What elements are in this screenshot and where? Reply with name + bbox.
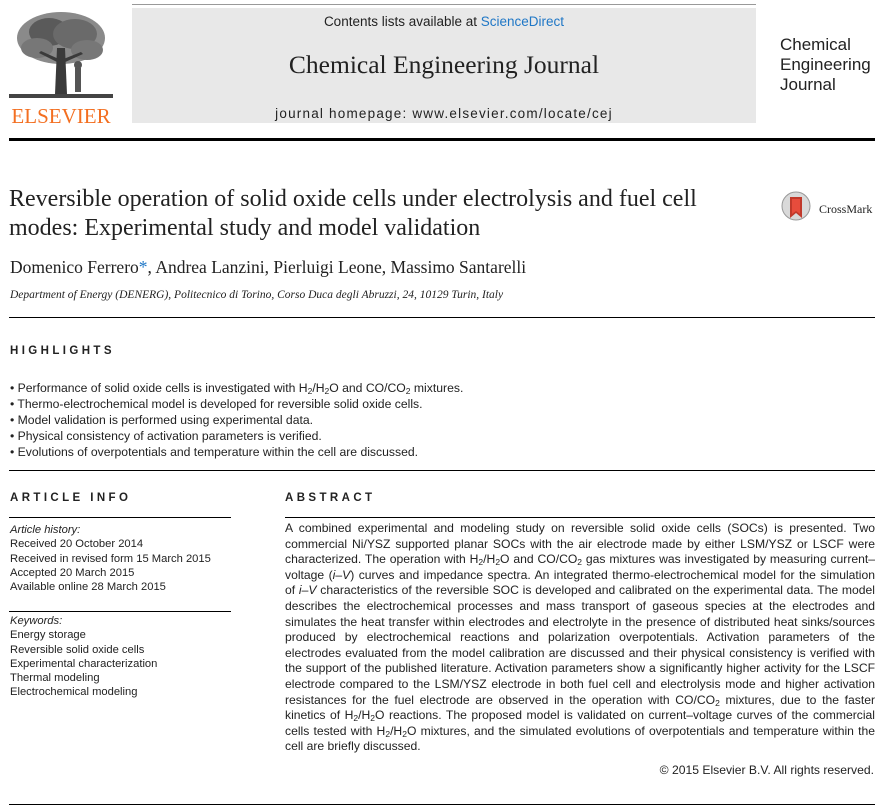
copyright-notice: © 2015 Elsevier B.V. All rights reserved. bbox=[659, 763, 874, 777]
keyword-item[interactable]: Experimental characterization bbox=[10, 657, 158, 670]
history-item: Available online 28 March 2015 bbox=[10, 581, 166, 594]
crossmark-icon[interactable] bbox=[781, 191, 811, 225]
contents-prefix: Contents lists available at bbox=[323, 14, 481, 29]
publisher-name: ELSEVIER bbox=[11, 104, 111, 128]
author-list bbox=[10, 257, 810, 278]
keywords bbox=[10, 614, 157, 700]
cover-title-line: Chemical bbox=[780, 35, 851, 54]
history-item: Accepted 20 March 2015 bbox=[10, 566, 135, 579]
article-title bbox=[9, 185, 769, 243]
highlight-item: • Model validation is performed using experimental data. bbox=[10, 413, 314, 427]
affiliation: Department of Energy (DENERG), Politecnico di Torino, Corso Duca degli Abruzzi, 24, 10129 Turin, Italy bbox=[10, 289, 504, 301]
highlight-item: • Performance of solid oxide cells is investigated with $H_2/H_2O$ and $CO/CO_2$ mixtures. bbox=[10, 381, 464, 396]
title-divider bbox=[9, 317, 875, 318]
keywords-rule bbox=[9, 611, 231, 612]
keyword-item[interactable]: Thermal modeling bbox=[10, 672, 100, 685]
highlights-heading: HIGHLIGHTS bbox=[10, 345, 115, 357]
author-names-rest: , Andrea Lanzini, Pierluigi Leone, Massimo Santarelli bbox=[147, 257, 527, 277]
journal-name: Chemical Engineering Journal bbox=[288, 50, 600, 79]
banner-top-rule bbox=[132, 4, 756, 5]
abstract-rule bbox=[285, 517, 875, 518]
article-info-rule bbox=[9, 517, 231, 518]
cover-title bbox=[780, 35, 880, 95]
tree-emblem-icon bbox=[9, 8, 113, 104]
cover-title-line: Engineering bbox=[780, 55, 871, 74]
highlights-list bbox=[10, 380, 870, 460]
article-history bbox=[10, 523, 211, 594]
bottom-divider bbox=[9, 804, 875, 805]
sciencedirect-link[interactable]: ScienceDirect bbox=[480, 14, 565, 29]
abstract-text: A combined experimental and modeling study on reversible solid oxide cells (SOCs) is presented. Two commercial Ni/YSZ supported planar SOCs with the air electrode made by either LSM/YSZ or LSCF were characterized. The operation with $H_2/H_2O$ and $CO/CO_2$ gas mixtures was investigated by measuring current–voltage (i–V) curves and impedance spectra. An integrated thermo-electrochemical model for the simulation of i–V characteristics of the reversible SOC is developed and calibrated on the experimental data. The model describes the electrochemical processes and mass transport of gaseous species at the electrodes and simulates the heat transfer within electrodes and electrolyte in the presence of distributed heat sinks/sources produced by electrochemical reactions and polarization overpotentials. Activation parameters of the electrodes evaluated from the model calibration are discussed and their physical consistency is verified with the support of the published literature. Activation parameters show a significantly higher activity for the LSCF electrode compared to the LSM/YSZ electrode in both fuel cell and electrolysis mode and higher activation resistances for the fuel electrode are observed in the operation with $CO/CO_2$ mixtures, due to the faster kinetics of $H_2/H_2O$ reactions. The proposed model is validated on current–voltage curves of the commercial cells tested with $H_2/H_2O$ mixtures, and the simulated evolutions of overpotentials and temperature within the cell are briefly discussed. bbox=[285, 521, 876, 754]
history-label: Article history: bbox=[10, 524, 81, 536]
title-line: Reversible operation of solid oxide cells under electrolysis and fuel cell bbox=[9, 186, 697, 212]
corresponding-author-mark[interactable]: * bbox=[138, 257, 148, 277]
highlight-item: • Thermo-electrochemical model is developed for reversible solid oxide cells. bbox=[10, 397, 423, 411]
abstract-heading: ABSTRACT bbox=[285, 492, 376, 504]
history-item: Received in revised form 15 March 2015 bbox=[10, 552, 211, 565]
crossmark-label[interactable]: CrossMark bbox=[819, 202, 873, 216]
header-divider bbox=[9, 138, 875, 141]
keyword-item[interactable]: Electrochemical modeling bbox=[10, 686, 138, 699]
keyword-item[interactable]: Energy storage bbox=[10, 629, 86, 642]
keyword-item[interactable]: Reversible solid oxide cells bbox=[10, 643, 145, 656]
highlight-item: • Physical consistency of activation parameters is verified. bbox=[10, 429, 322, 443]
highlights-divider bbox=[9, 470, 875, 471]
highlight-item: • Evolutions of overpotentials and temperature within the cell are discussed. bbox=[10, 445, 419, 459]
article-info-heading: ARTICLE INFO bbox=[10, 492, 132, 504]
author-name[interactable]: Domenico Ferrero bbox=[10, 257, 139, 277]
title-line: modes: Experimental study and model validation bbox=[9, 215, 481, 241]
cover-title-line: Journal bbox=[780, 75, 836, 94]
journal-homepage[interactable]: journal homepage: www.elsevier.com/locate/cej bbox=[275, 106, 613, 121]
history-item: Received 20 October 2014 bbox=[10, 538, 144, 551]
keywords-label: Keywords: bbox=[10, 615, 63, 627]
contents-line bbox=[132, 14, 756, 29]
